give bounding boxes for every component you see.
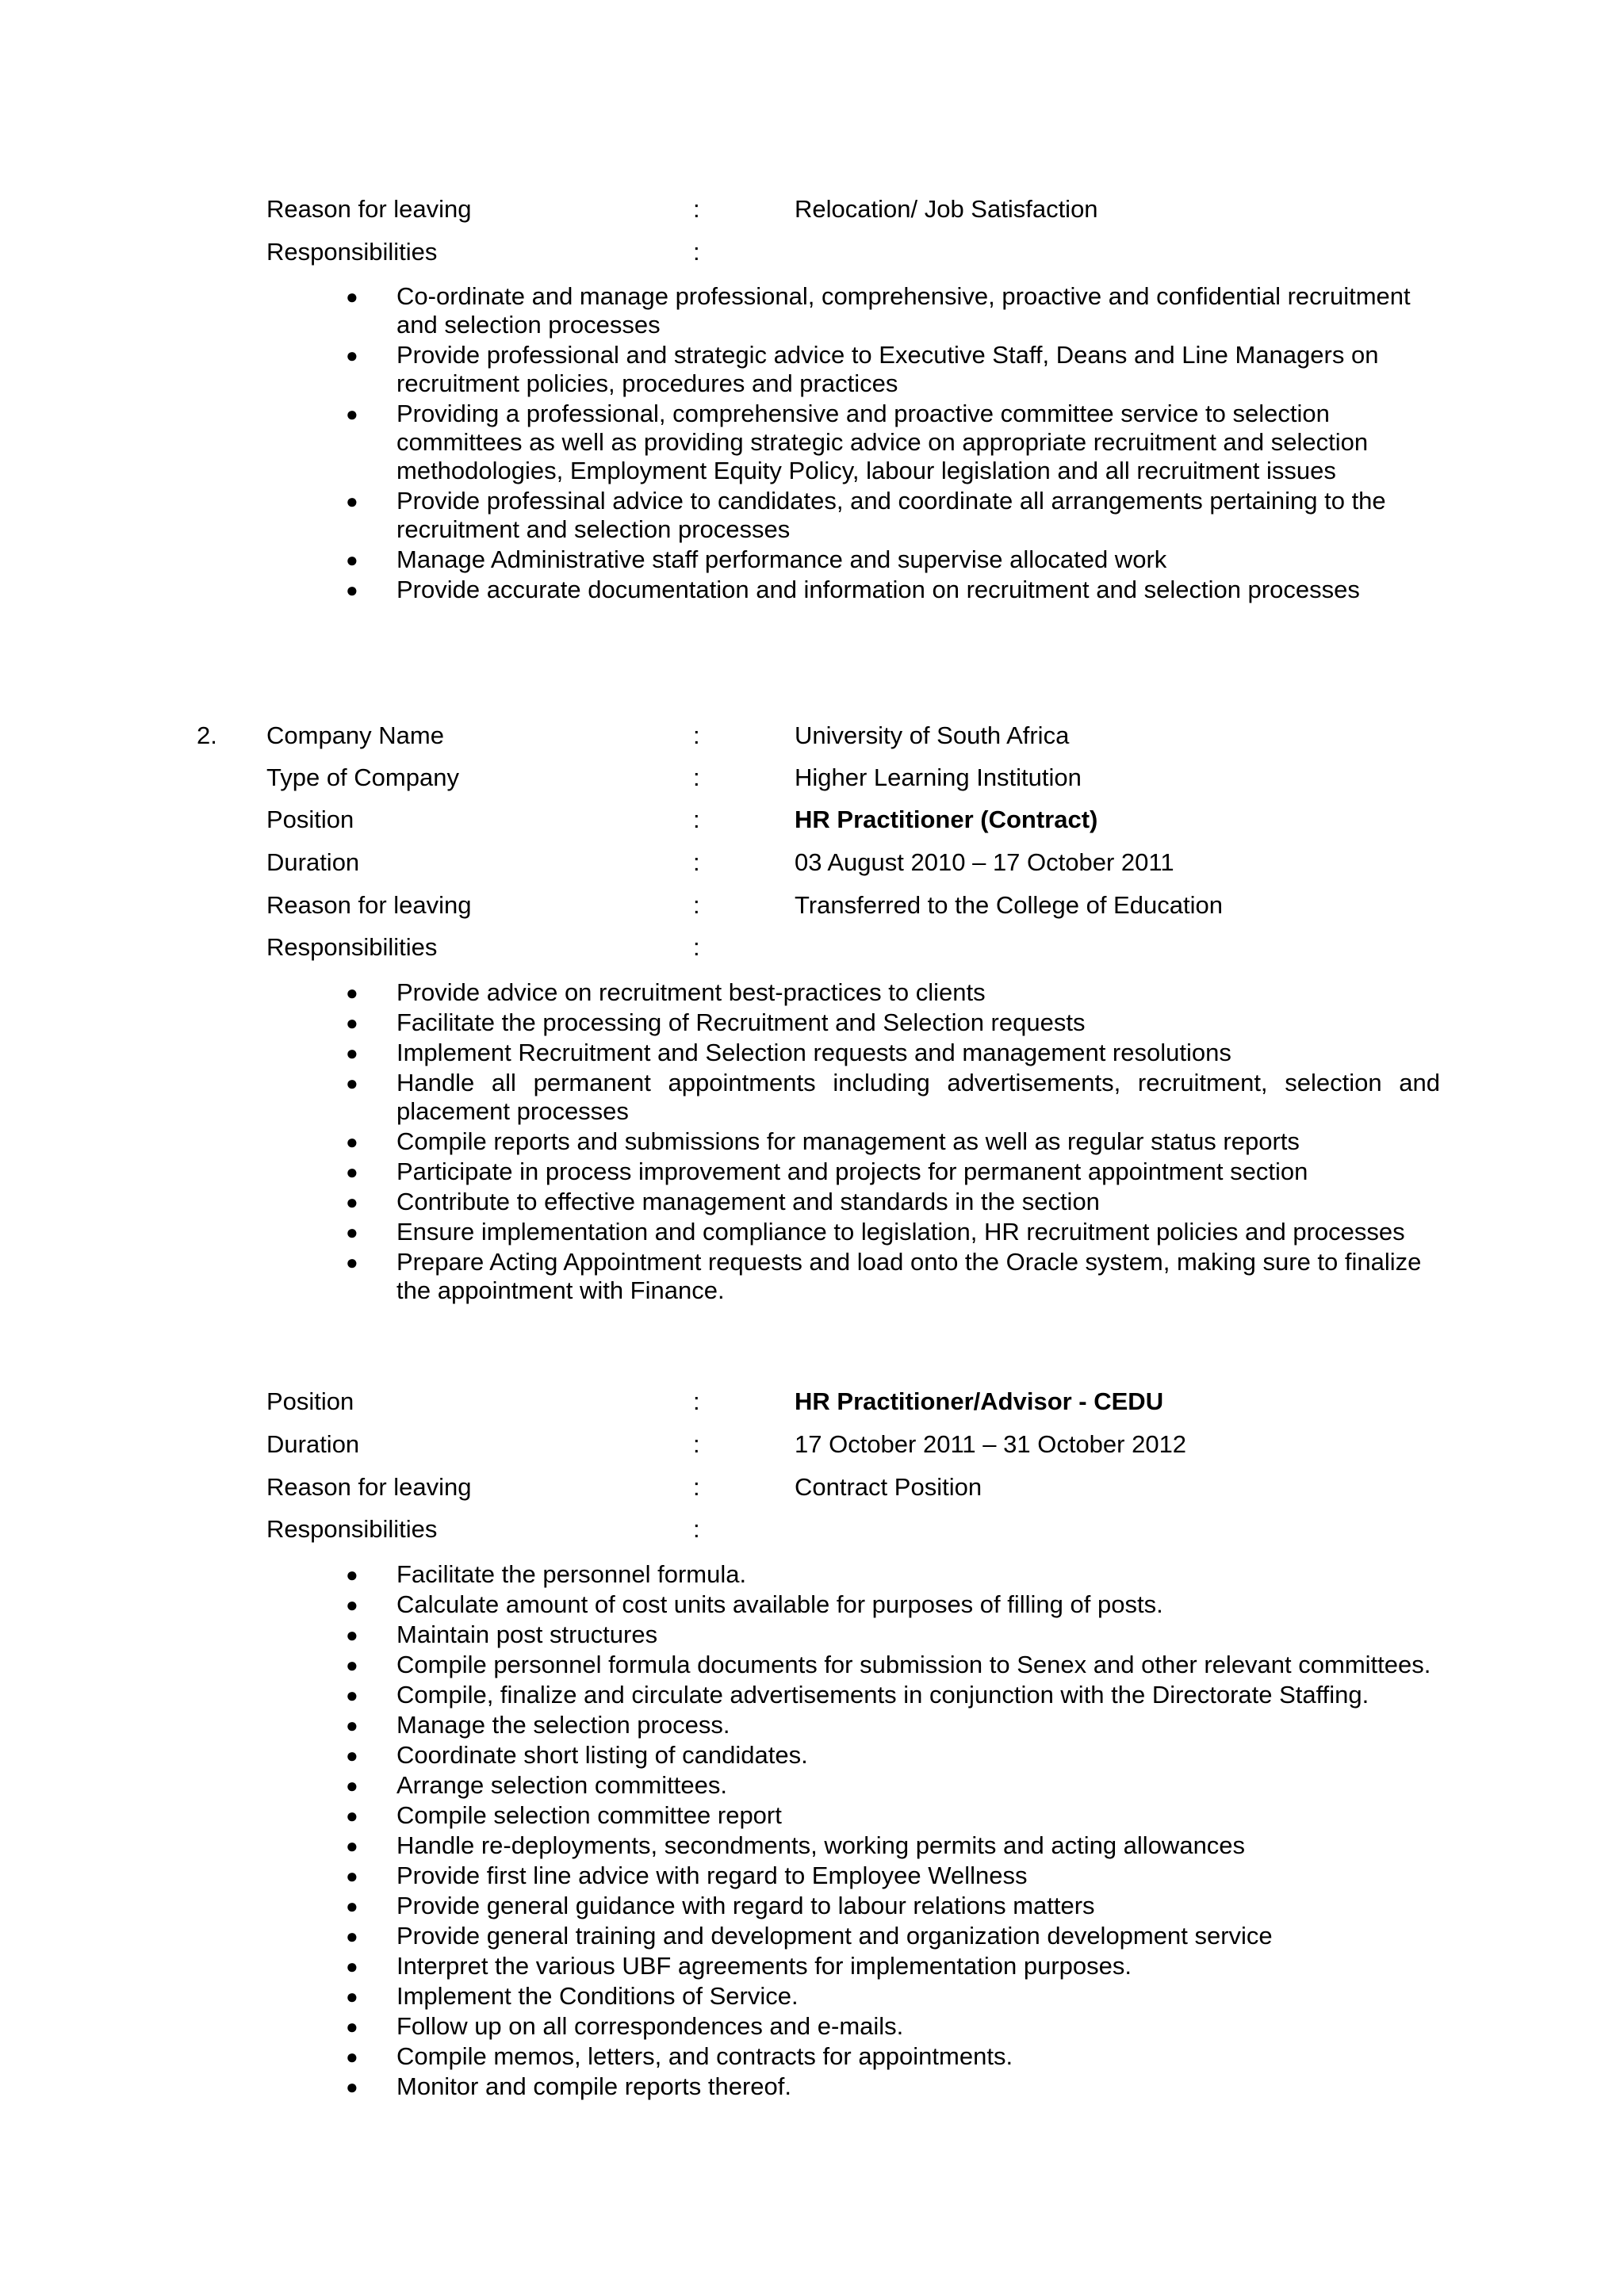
bullet-icon: ● <box>346 343 358 367</box>
list-item: ● Calculate amount of cost units available for purposes of filling of posts. <box>346 1590 1163 1618</box>
bullet-icon: ● <box>346 2075 358 2099</box>
list-item: ● Monitor and compile reports thereof. <box>346 2072 791 2100</box>
field-colon: : <box>693 763 700 791</box>
field-value: University of South Africa <box>795 721 1070 749</box>
list-item: ● Compile selection committee report <box>346 1801 782 1829</box>
bullet-icon: ● <box>346 1864 358 1888</box>
field-value: HR Practitioner (Contract) <box>795 806 1098 833</box>
field-label: Duration <box>266 1430 360 1458</box>
responsibilities-list <box>0 1560 1624 2103</box>
bullet-icon: ● <box>346 578 358 602</box>
field-label: Position <box>266 806 354 833</box>
field-colon: : <box>693 806 700 833</box>
entry-number: 2. <box>197 721 217 749</box>
list-item: ● Compile, finalize and circulate advertisements in conjunction with the Directorate Staffing. <box>346 1681 1369 1709</box>
bullet-icon: ● <box>346 1071 358 1095</box>
field-label: Responsibilities <box>266 1515 438 1543</box>
bullet-icon: ● <box>346 1743 358 1767</box>
field-colon: : <box>693 238 700 266</box>
field-value: Higher Learning Institution <box>795 763 1082 791</box>
list-item: ● Maintain post structures <box>346 1621 658 1648</box>
list-item: ● Compile personnel formula documents for submission to Senex and other relevant committees. <box>346 1651 1431 1678</box>
bullet-icon: ● <box>346 285 358 308</box>
field-label: Responsibilities <box>266 238 438 266</box>
bullet-icon: ● <box>346 1713 358 1737</box>
bullet-icon: ● <box>346 2045 358 2068</box>
field-label: Type of Company <box>266 763 459 791</box>
field-colon: : <box>693 1430 700 1458</box>
bullet-icon: ● <box>346 402 358 426</box>
list-item: ● Facilitate the processing of Recruitment and Selection requests <box>346 1008 1086 1036</box>
field-label: Position <box>266 1387 354 1415</box>
list-item: ● Ensure implementation and compliance to legislation, HR recruitment policies and processes <box>346 1218 1405 1246</box>
field-colon: : <box>693 848 700 876</box>
bullet-icon: ● <box>346 1220 358 1244</box>
field-label: Reason for leaving <box>266 891 472 919</box>
responsibilities-list <box>0 282 1624 606</box>
list-item: ● Compile memos, letters, and contracts for appointments. <box>346 2042 1013 2070</box>
bullet-icon: ● <box>346 1984 358 2008</box>
list-item: ● Follow up on all correspondences and e-mails. <box>346 2012 904 2040</box>
field-label: Duration <box>266 848 360 876</box>
list-item: ● Provide professinal advice to candidates, and coordinate all arrangements pertaining to the recruitment and selection processes <box>346 487 1386 543</box>
bullet-icon: ● <box>346 1894 358 1918</box>
list-item: ● Handle all permanent appointments including advertisements, recruitment, selection and placement processes <box>346 1069 1440 1125</box>
field-colon: : <box>693 891 700 919</box>
bullet-icon: ● <box>346 1954 358 1978</box>
list-item: ● Facilitate the personnel formula. <box>346 1560 747 1588</box>
field-value: HR Practitioner/Advisor - CEDU <box>795 1387 1164 1415</box>
bullet-icon: ● <box>346 1160 358 1184</box>
field-colon: : <box>693 1387 700 1415</box>
list-item: ● Arrange selection committees. <box>346 1771 727 1799</box>
bullet-icon: ● <box>346 1774 358 1797</box>
bullet-icon: ● <box>346 1924 358 1948</box>
field-colon: : <box>693 721 700 749</box>
list-item: ● Implement the Conditions of Service. <box>346 1982 799 2010</box>
list-item: ● Provide professional and strategic advice to Executive Staff, Deans and Line Managers on recruitment policies, procedures and practices <box>346 341 1379 397</box>
list-item: ● Compile reports and submissions for management as well as regular status reports <box>346 1127 1300 1155</box>
field-label: Reason for leaving <box>266 1473 472 1501</box>
field-label: Responsibilities <box>266 933 438 961</box>
list-item: ● Contribute to effective management and standards in the section <box>346 1188 1100 1215</box>
field-colon: : <box>693 1473 700 1501</box>
bullet-icon: ● <box>346 1653 358 1677</box>
list-item: ● Provide accurate documentation and information on recruitment and selection processes <box>346 576 1360 603</box>
list-item: ● Handle re-deployments, secondments, working permits and acting allowances <box>346 1831 1246 1859</box>
bullet-icon: ● <box>346 1130 358 1154</box>
field-colon: : <box>693 195 700 223</box>
bullet-icon: ● <box>346 489 358 513</box>
field-value: Contract Position <box>795 1473 982 1501</box>
list-item: ● Providing a professional, comprehensive and proactive committee service to selection committees as well as providing strategic advice on appropriate recruitment and selection methodologies, Employment Equity Policy, labour legislation and all recruitment issues <box>346 400 1369 484</box>
list-item: ● Manage the selection process. <box>346 1711 730 1739</box>
list-item: ● Provide first line advice with regard to Employee Wellness <box>346 1862 1028 1889</box>
bullet-icon: ● <box>346 1190 358 1214</box>
bullet-icon: ● <box>346 1250 358 1274</box>
field-value: 03 August 2010 – 17 October 2011 <box>795 848 1174 876</box>
list-item: ● Provide general training and development and organization development service <box>346 1922 1273 1950</box>
field-value: Relocation/ Job Satisfaction <box>795 195 1098 223</box>
bullet-icon: ● <box>346 1041 358 1065</box>
bullet-icon: ● <box>346 981 358 1004</box>
bullet-icon: ● <box>346 1834 358 1858</box>
field-label: Company Name <box>266 721 444 749</box>
list-item: ● Implement Recruitment and Selection requests and management resolutions <box>346 1039 1231 1066</box>
list-item: ● Provide advice on recruitment best-practices to clients <box>346 978 986 1006</box>
bullet-icon: ● <box>346 2015 358 2038</box>
field-colon: : <box>693 933 700 961</box>
responsibilities-list <box>0 978 1624 1307</box>
list-item: ● Provide general guidance with regard to labour relations matters <box>346 1892 1095 1919</box>
field-value: Transferred to the College of Education <box>795 891 1223 919</box>
bullet-icon: ● <box>346 1683 358 1707</box>
bullet-icon: ● <box>346 1011 358 1035</box>
list-item: ● Co-ordinate and manage professional, comprehensive, proactive and confidential recruitment and selection processes <box>346 282 1411 339</box>
bullet-icon: ● <box>346 1623 358 1647</box>
list-item: ● Coordinate short listing of candidates. <box>346 1741 808 1769</box>
field-value: 17 October 2011 – 31 October 2012 <box>795 1430 1187 1458</box>
bullet-icon: ● <box>346 1593 358 1617</box>
bullet-icon: ● <box>346 1563 358 1586</box>
list-item: ● Manage Administrative staff performance and supervise allocated work <box>346 545 1167 573</box>
list-item: ● Interpret the various UBF agreements for implementation purposes. <box>346 1952 1132 1980</box>
field-label: Reason for leaving <box>266 195 472 223</box>
list-item: ● Prepare Acting Appointment requests and load onto the Oracle system, making sure to finalize the appointment with Finance. <box>346 1248 1422 1304</box>
bullet-icon: ● <box>346 1804 358 1827</box>
bullet-icon: ● <box>346 548 358 572</box>
list-item: ● Participate in process improvement and projects for permanent appointment section <box>346 1158 1308 1185</box>
field-colon: : <box>693 1515 700 1543</box>
